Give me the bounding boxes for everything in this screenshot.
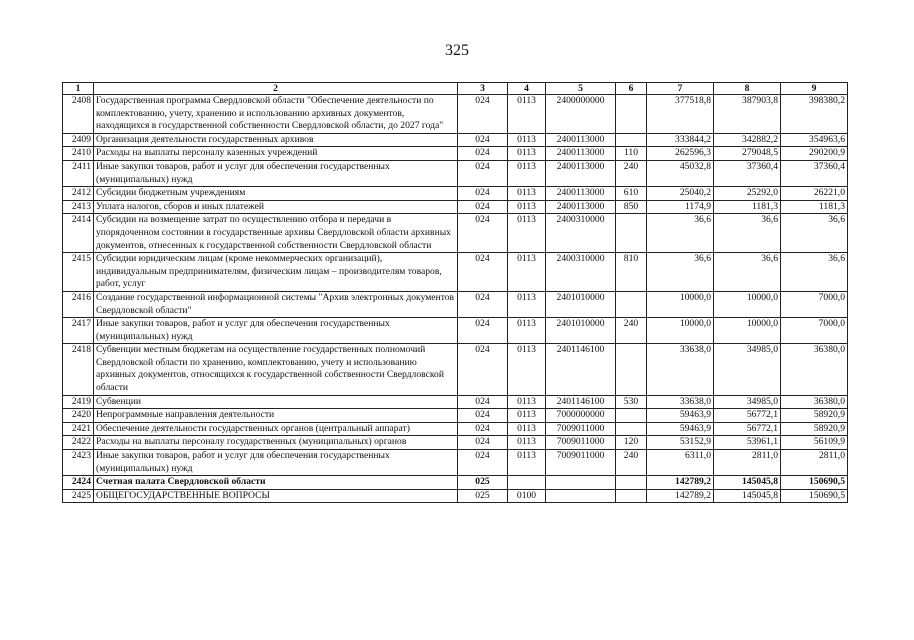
amount-year-1: 36,6 (647, 214, 714, 253)
item-name: Расходы на выплаты персоналу государственных (муниципальных) органов (94, 436, 458, 450)
admin-code: 024 (458, 291, 508, 317)
admin-code: 024 (458, 450, 508, 476)
admin-code: 024 (458, 422, 508, 436)
expense-type-code (616, 291, 647, 317)
target-code: 7009011000 (546, 422, 616, 436)
item-name: Иные закупки товаров, работ и услуг для обеспечения государственных (муниципальных) нужд (94, 450, 458, 476)
amount-year-3: 56109,9 (781, 436, 848, 450)
table-row (63, 409, 848, 423)
target-code: 2400310000 (546, 253, 616, 292)
row-number: 2425 (63, 489, 94, 503)
item-name: Субвенции местным бюджетам на осуществление государственных полномочий Свердловской области по хранению, комплектованию, учету и использованию архивных документов, относящихся к государственной собственности Свердловской области (94, 344, 458, 395)
amount-year-3: 36380,0 (781, 395, 848, 409)
target-code: 7009011000 (546, 450, 616, 476)
expense-type-code: 850 (616, 200, 647, 214)
target-code: 2400113000 (546, 187, 616, 201)
amount-year-1: 262596,3 (647, 147, 714, 161)
amount-year-1: 1174,9 (647, 200, 714, 214)
section-code: 0113 (508, 409, 546, 423)
expense-type-code: 610 (616, 187, 647, 201)
table-row (63, 489, 848, 503)
table-body (63, 95, 848, 503)
item-name: Субсидии на возмещение затрат по осуществлению отбора и передачи в упорядоченном состоянии в государственные архивы Свердловской области архивных документов, отнесенных к государственной собственности Свердловской области (94, 214, 458, 253)
amount-year-1: 33638,0 (647, 344, 714, 395)
row-number: 2424 (63, 476, 94, 490)
amount-year-1: 333844,2 (647, 133, 714, 147)
table-row (63, 476, 848, 490)
amount-year-1: 377518,8 (647, 95, 714, 134)
expense-type-code: 120 (616, 436, 647, 450)
admin-code: 024 (458, 318, 508, 344)
amount-year-3: 398380,2 (781, 95, 848, 134)
section-code: 0113 (508, 200, 546, 214)
amount-year-2: 53961,1 (714, 436, 781, 450)
section-code: 0113 (508, 344, 546, 395)
target-code: 2401010000 (546, 291, 616, 317)
row-number: 2408 (63, 95, 94, 134)
target-code: 2400113000 (546, 160, 616, 186)
column-header: 4 (508, 83, 546, 95)
row-number: 2410 (63, 147, 94, 161)
amount-year-3: 290200,9 (781, 147, 848, 161)
amount-year-2: 25292,0 (714, 187, 781, 201)
section-code (508, 476, 546, 490)
amount-year-3: 1181,3 (781, 200, 848, 214)
item-name: Субсидии юридическим лицам (кроме некоммерческих организаций), индивидуальным предпринимателям, физическим лицам – производителям товаров, работ, услуг (94, 253, 458, 292)
budget-table (62, 82, 848, 503)
amount-year-2: 10000,0 (714, 318, 781, 344)
row-number: 2423 (63, 450, 94, 476)
target-code: 2400113000 (546, 133, 616, 147)
admin-code: 025 (458, 476, 508, 490)
amount-year-2: 1181,3 (714, 200, 781, 214)
row-number: 2415 (63, 253, 94, 292)
amount-year-1: 45032,8 (647, 160, 714, 186)
expense-type-code: 240 (616, 318, 647, 344)
admin-code: 025 (458, 489, 508, 503)
amount-year-3: 37360,4 (781, 160, 848, 186)
expense-type-code: 240 (616, 450, 647, 476)
table-row (63, 436, 848, 450)
item-name: Организация деятельности государственных архивов (94, 133, 458, 147)
item-name: Создание государственной информационной системы "Архив электронных документов Свердловской области" (94, 291, 458, 317)
amount-year-2: 36,6 (714, 214, 781, 253)
column-header: 3 (458, 83, 508, 95)
table-row (63, 291, 848, 317)
section-code: 0113 (508, 214, 546, 253)
section-code: 0113 (508, 318, 546, 344)
amount-year-1: 10000,0 (647, 318, 714, 344)
target-code (546, 489, 616, 503)
table-row (63, 214, 848, 253)
table-row (63, 147, 848, 161)
amount-year-3: 58920,9 (781, 422, 848, 436)
table-row (63, 95, 848, 134)
amount-year-2: 36,6 (714, 253, 781, 292)
item-name: Государственная программа Свердловской области "Обеспечение деятельности по комплектованию, учету, хранению и использованию архивных документов, находящихся в государственной собственности Свердловской области, до 2027 года" (94, 95, 458, 134)
row-number: 2412 (63, 187, 94, 201)
section-code: 0113 (508, 253, 546, 292)
amount-year-2: 342882,2 (714, 133, 781, 147)
table-row (63, 253, 848, 292)
expense-type-code: 530 (616, 395, 647, 409)
target-code: 7000000000 (546, 409, 616, 423)
section-code: 0113 (508, 133, 546, 147)
section-code: 0113 (508, 436, 546, 450)
expense-type-code (616, 409, 647, 423)
expense-type-code (616, 422, 647, 436)
item-name: Обеспечение деятельности государственных органов (центральный аппарат) (94, 422, 458, 436)
amount-year-2: 145045,8 (714, 489, 781, 503)
target-code: 2400310000 (546, 214, 616, 253)
admin-code: 024 (458, 95, 508, 134)
target-code: 2400000000 (546, 95, 616, 134)
section-code: 0113 (508, 147, 546, 161)
section-code: 0100 (508, 489, 546, 503)
row-number: 2409 (63, 133, 94, 147)
amount-year-3: 26221,0 (781, 187, 848, 201)
expense-type-code (616, 344, 647, 395)
table-row (63, 200, 848, 214)
section-code: 0113 (508, 95, 546, 134)
column-header: 9 (781, 83, 848, 95)
admin-code: 024 (458, 160, 508, 186)
expense-type-code (616, 95, 647, 134)
item-name: Субвенции (94, 395, 458, 409)
amount-year-3: 150690,5 (781, 476, 848, 490)
target-code: 2401146100 (546, 395, 616, 409)
amount-year-2: 56772,1 (714, 409, 781, 423)
row-number: 2416 (63, 291, 94, 317)
amount-year-1: 25040,2 (647, 187, 714, 201)
table-row (63, 450, 848, 476)
amount-year-2: 56772,1 (714, 422, 781, 436)
amount-year-1: 142789,2 (647, 489, 714, 503)
row-number: 2417 (63, 318, 94, 344)
row-number: 2422 (63, 436, 94, 450)
item-name: ОБЩЕГОСУДАРСТВЕННЫЕ ВОПРОСЫ (94, 489, 458, 503)
amount-year-1: 59463,9 (647, 422, 714, 436)
amount-year-3: 7000,0 (781, 318, 848, 344)
amount-year-3: 2811,0 (781, 450, 848, 476)
admin-code: 024 (458, 147, 508, 161)
amount-year-1: 6311,0 (647, 450, 714, 476)
page-number: 325 (445, 42, 469, 59)
column-header: 2 (94, 83, 458, 95)
admin-code: 024 (458, 214, 508, 253)
section-code: 0113 (508, 160, 546, 186)
admin-code: 024 (458, 344, 508, 395)
amount-year-3: 36,6 (781, 214, 848, 253)
amount-year-2: 2811,0 (714, 450, 781, 476)
amount-year-2: 37360,4 (714, 160, 781, 186)
expense-type-code (616, 489, 647, 503)
admin-code: 024 (458, 133, 508, 147)
row-number: 2418 (63, 344, 94, 395)
expense-type-code (616, 214, 647, 253)
section-code: 0113 (508, 422, 546, 436)
amount-year-3: 7000,0 (781, 291, 848, 317)
column-header: 5 (546, 83, 616, 95)
amount-year-1: 59463,9 (647, 409, 714, 423)
amount-year-3: 58920,9 (781, 409, 848, 423)
amount-year-2: 34985,0 (714, 395, 781, 409)
admin-code: 024 (458, 253, 508, 292)
row-number: 2413 (63, 200, 94, 214)
admin-code: 024 (458, 200, 508, 214)
amount-year-2: 34985,0 (714, 344, 781, 395)
row-number: 2419 (63, 395, 94, 409)
amount-year-2: 145045,8 (714, 476, 781, 490)
item-name: Счетная палата Свердловской области (94, 476, 458, 490)
expense-type-code (616, 476, 647, 490)
amount-year-1: 36,6 (647, 253, 714, 292)
table-row (63, 133, 848, 147)
amount-year-1: 53152,9 (647, 436, 714, 450)
amount-year-2: 279048,5 (714, 147, 781, 161)
amount-year-1: 142789,2 (647, 476, 714, 490)
section-code: 0113 (508, 187, 546, 201)
item-name: Уплата налогов, сборов и иных платежей (94, 200, 458, 214)
item-name: Непрограммные направления деятельности (94, 409, 458, 423)
target-code (546, 476, 616, 490)
amount-year-2: 387903,8 (714, 95, 781, 134)
table-row (63, 318, 848, 344)
expense-type-code: 810 (616, 253, 647, 292)
row-number: 2420 (63, 409, 94, 423)
column-header: 1 (63, 83, 94, 95)
amount-year-2: 10000,0 (714, 291, 781, 317)
amount-year-1: 10000,0 (647, 291, 714, 317)
row-number: 2421 (63, 422, 94, 436)
amount-year-1: 33638,0 (647, 395, 714, 409)
expense-type-code: 110 (616, 147, 647, 161)
item-name: Иные закупки товаров, работ и услуг для обеспечения государственных (муниципальных) нужд (94, 318, 458, 344)
table-row (63, 344, 848, 395)
column-header: 7 (647, 83, 714, 95)
amount-year-3: 36,6 (781, 253, 848, 292)
section-code: 0113 (508, 450, 546, 476)
amount-year-3: 36380,0 (781, 344, 848, 395)
row-number: 2411 (63, 160, 94, 186)
item-name: Субсидии бюджетным учреждениям (94, 187, 458, 201)
target-code: 2400113000 (546, 200, 616, 214)
target-code: 2401010000 (546, 318, 616, 344)
target-code: 2401146100 (546, 344, 616, 395)
expense-type-code (616, 133, 647, 147)
item-name: Иные закупки товаров, работ и услуг для обеспечения государственных (муниципальных) нужд (94, 160, 458, 186)
expense-type-code: 240 (616, 160, 647, 186)
item-name: Расходы на выплаты персоналу казенных учреждений (94, 147, 458, 161)
admin-code: 024 (458, 395, 508, 409)
admin-code: 024 (458, 409, 508, 423)
target-code: 7009011000 (546, 436, 616, 450)
amount-year-3: 150690,5 (781, 489, 848, 503)
section-code: 0113 (508, 291, 546, 317)
target-code: 2400113000 (546, 147, 616, 161)
table-row (63, 160, 848, 186)
section-code: 0113 (508, 395, 546, 409)
header-row (63, 83, 848, 95)
admin-code: 024 (458, 436, 508, 450)
table-row (63, 395, 848, 409)
row-number: 2414 (63, 214, 94, 253)
amount-year-3: 354963,6 (781, 133, 848, 147)
admin-code: 024 (458, 187, 508, 201)
table-row (63, 422, 848, 436)
column-header: 8 (714, 83, 781, 95)
column-header: 6 (616, 83, 647, 95)
table-row (63, 187, 848, 201)
